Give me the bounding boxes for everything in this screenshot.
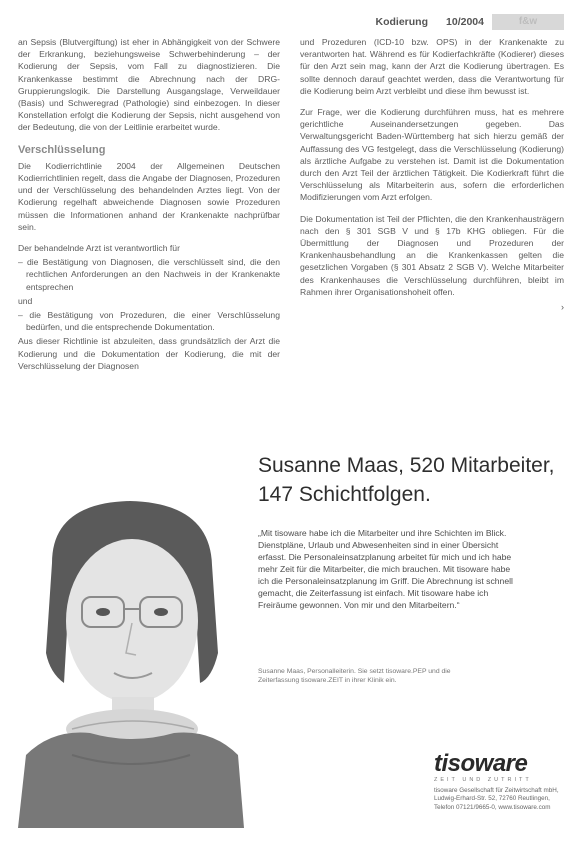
list-connector: und	[18, 295, 33, 306]
left-column	[18, 36, 280, 381]
advertisement	[0, 445, 576, 842]
ad-caption: Susanne Maas, Personalleiterin. Sie setzt tisoware.PEP und die Zeiterfassung tisoware.ZEIT in ihrer Klinik ein.	[258, 668, 451, 684]
section-heading: Verschlüsselung	[18, 143, 106, 156]
section-title: Kodierung	[375, 16, 428, 28]
paragraph: an Sepsis (Blutvergiftung) ist eher in Abhängigkeit von der Schwere der Erkrankung, beziehungsweise Schwerbehinderung – der Kodierung der Sepsis, vom Fall zu diagnostizieren. Die Krankenkasse bestimmt die Abrechnung nach der DRG-Gruppierungslogik. Die Darstellung Ausgangslage, Verweildauer (Basis) und Schweregrad (Pathologie) sind einbezogen. In dieser Konstellation erfolgt die Kodierung der Sepsis, nicht ausgehend von der Bedeutung, die von der Leitlinie erarbeitet wurde.	[18, 37, 280, 133]
paragraph: Zur Frage, wer die Kodierung durchführen muss, hat es mehrere gerichtliche Auseinandersetzungen gegeben. Das Verwaltungsgericht Baden-Württemberg hat sich hierzu gemäß der Auffassung des VG festgelegt, dass die Verschlüsselung (Kodierung) als ärztliche Aufgabe zu verstehen ist. Damit ist die Dokumentation durch den Arzt Teil der ärztlichen Tätigkeit. Die Kodierkraft führt die Verschlüsselung als Mitarbeiterin aus, sofern die erforderlichen Modifizierungen vom Arzt erfolgen.	[300, 107, 564, 203]
ad-headline: Susanne Maas, 520 Mitarbeiter, 147 Schichtfolgen.	[258, 454, 555, 506]
list-intro: Der behandelnde Arzt ist verantwortlich für	[18, 243, 180, 254]
continued-arrow-icon: ›	[561, 302, 564, 313]
paragraph: Aus dieser Richtlinie ist abzuleiten, dass grundsätzlich der Arzt die Kodierung und die Dokumentation der Kodierung, die mit der Verschlüsselung der Diagnosen	[18, 336, 280, 371]
paragraph: Die Dokumentation ist Teil der Pflichten, die den Krankenhausträgern nach den § 301 SGB V und § 17b KHG obliegen. Für die Übermittlung der Diagnosen und Prozeduren der Krankenhausbehandlung an die Krankenkassen gelten die gesetzlichen Vorgaben (§ 301 Absatz 2 SGB V). Welche Mitarbeiter des Krankenhauses die Verschlüsselung durchführen, bleibt im Rahmen ihrer Organisationshoheit offen.	[300, 213, 564, 297]
masthead-logo: f&w	[492, 14, 564, 30]
page-header	[0, 14, 576, 34]
ad-body	[258, 527, 518, 611]
list-item: – die Bestätigung von Diagnosen, die verschlüsselt sind, die den rechtlichen Anforderungen an den Nachweis in der Krankenakte entsprechen	[18, 257, 280, 292]
paragraph: Die Kodierrichtlinie 2004 der Allgemeinen Deutschen Kodierrichtlinien regelt, dass die Angabe der Diagnosen, Prozeduren und der Verschlüsselung des behandelnden Arztes liegt. Von der Kodierung regelhaft abweichende Diagnosen sowie Prozeduren müssen die Informationen anhand der Krankenakte nachprüfbar sein.	[18, 160, 280, 232]
portrait-photo	[12, 493, 248, 828]
paragraph: und Prozeduren (ICD-10 bzw. OPS) in der Krankenakte zu verantworten hat. Während es für Kodierfachkräfte (Kodierer) dieses für den Arzt sein mag, kann der Arzt die Kodierung übertragen. Es sollte dennoch darauf geachtet werden, dass die Verantwortung für die Kodierung beim Arzt verbleibt und diese ihm bewusst ist.	[300, 37, 564, 96]
list-item: – die Bestätigung von Prozeduren, die einer Verschlüsselung bedürfen, und die entsprechende Dokumentation.	[18, 310, 280, 333]
right-column	[300, 36, 564, 313]
logo-tagline: ZEIT UND ZUTRITT	[434, 777, 532, 783]
logo-wordmark: tisoware	[434, 750, 528, 777]
company-address: tisoware Gesellschaft für Zeitwirtschaft mbH, Ludwig-Erhard-Str. 52, 72760 Reutlingen, Telefon 07121/9665-0, www.tisoware.com	[434, 787, 559, 811]
company-logo	[434, 750, 568, 812]
testimonial-text: „Mit tisoware habe ich die Mitarbeiter und ihre Schichten im Blick. Dienstpläne, Urlaub und Abwesenheiten sind in einer Übersicht erfasst. Die Personaleinsatzplanung arbeitet für mich und ich habe mehr Zeit für die Mitarbeiter, die mich brauchen. Mit tisoware habe ich die Personaleinsatzplanung im Griff. Die Abrechnung ist schnell gemacht, die Zeiterfassung ist einfach. Mit tisoware habe ich Freiräume gewonnen. Von mir und den Mitarbeitern.“	[258, 528, 513, 610]
issue-number: 10/2004	[446, 16, 484, 28]
